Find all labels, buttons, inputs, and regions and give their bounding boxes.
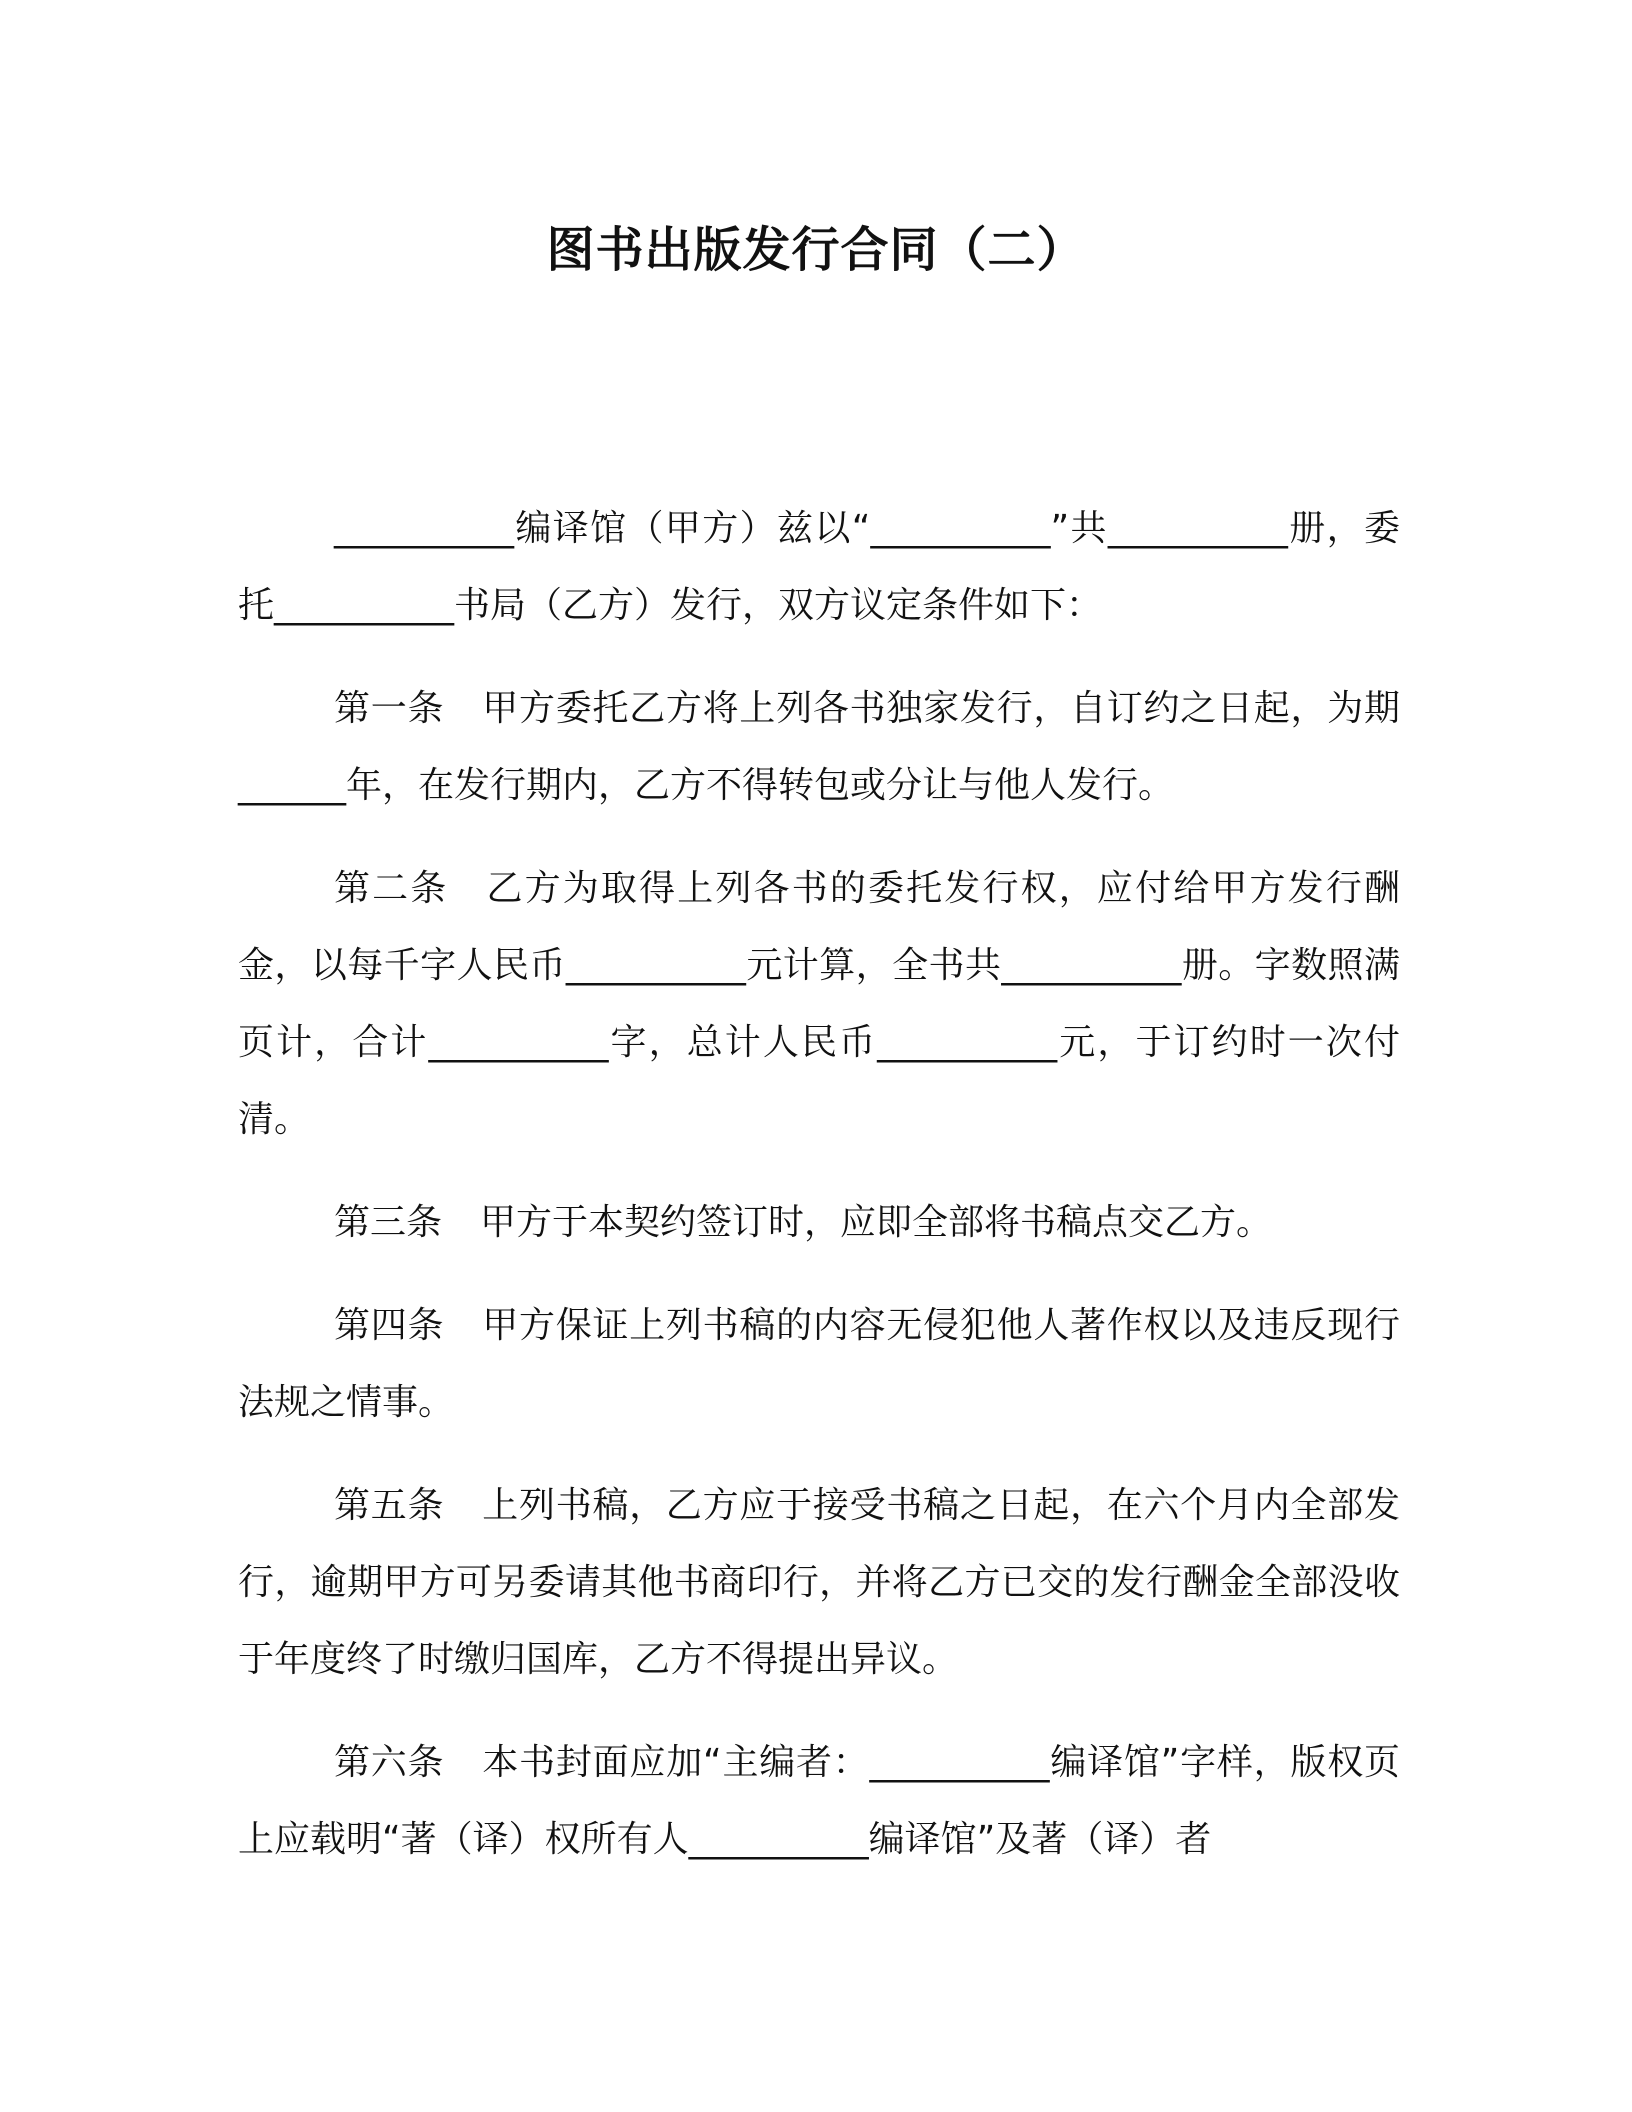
article-1-heading: 第一条 xyxy=(334,688,445,729)
article-2-paragraph xyxy=(238,850,1400,1158)
article-1-paragraph xyxy=(238,670,1400,824)
article-2-heading: 第二条 xyxy=(334,868,449,909)
preamble-text: __________编译馆（甲方）兹以“__________”共__________册，委托__________书局（乙方）发行，双方议定条件如下： xyxy=(238,508,1400,626)
article-5-paragraph xyxy=(238,1467,1400,1698)
article-3-text: 甲方于本契约签订时，应即全部将书稿点交乙方。 xyxy=(480,1202,1273,1243)
article-3-heading: 第三条 xyxy=(334,1202,443,1243)
article-4-paragraph xyxy=(238,1287,1400,1441)
preamble-paragraph xyxy=(238,490,1400,644)
article-2-text: 乙方为取得上列各书的委托发行权，应付给甲方发行酬金，以每千字人民币__________元计算，全书共__________册。字数照满页计，合计__________字，总计人民币__________元，于订约时一次付清。 xyxy=(238,868,1400,1140)
article-4-heading: 第四条 xyxy=(334,1305,445,1346)
article-6-text: 本书封面应加“主编者：__________编译馆”字样，版权页上应载明“著（译）权所有人__________编译馆”及著（译）者 xyxy=(238,1742,1400,1860)
document-body xyxy=(238,490,1400,1878)
article-4-text: 甲方保证上列书稿的内容无侵犯他人著作权以及违反现行法规之情事。 xyxy=(238,1305,1400,1423)
article-3-paragraph xyxy=(238,1184,1400,1261)
article-5-text: 上列书稿，乙方应于接受书稿之日起，在六个月内全部发行，逾期甲方可另委请其他书商印行，并将乙方已交的发行酬金全部没收于年度终了时缴归国库，乙方不得提出异议。 xyxy=(238,1485,1400,1680)
article-1-text: 甲方委托乙方将上列各书独家发行，自订约之日起，为期______年，在发行期内，乙方不得转包或分让与他人发行。 xyxy=(238,688,1400,806)
article-6-heading: 第六条 xyxy=(334,1742,445,1783)
document-title: 图书出版发行合同（二） xyxy=(546,222,1086,278)
article-5-heading: 第五条 xyxy=(334,1485,445,1526)
article-6-paragraph xyxy=(238,1724,1400,1878)
